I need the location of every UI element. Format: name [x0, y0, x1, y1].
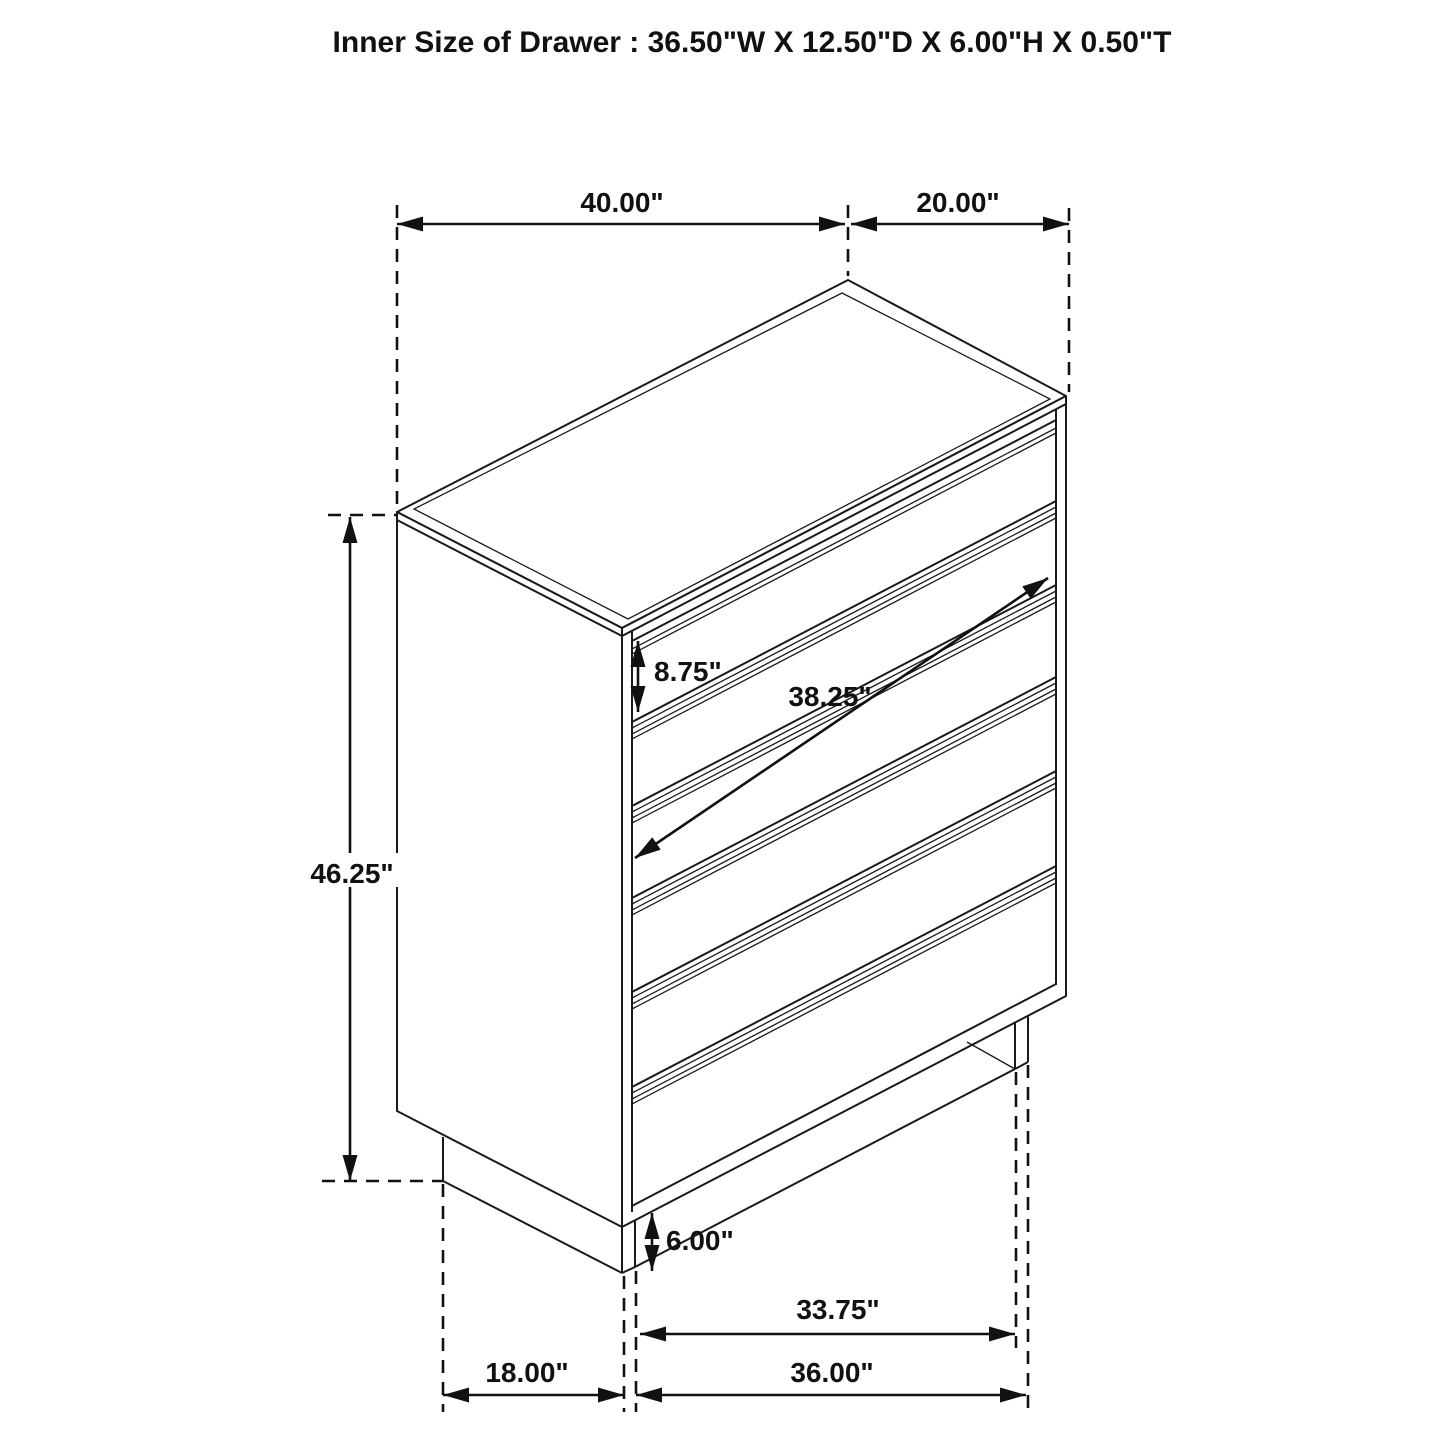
- dim-label-base-height: 6.00": [666, 1225, 734, 1256]
- dim-label-top-width: 40.00": [580, 187, 664, 218]
- dim-label-base-width: 36.00": [790, 1357, 874, 1388]
- dim-label-drawer-width: 38.25": [788, 681, 872, 712]
- dim-label-overall-height: 46.25": [310, 858, 394, 889]
- dim-label-drawer-height: 8.75": [654, 656, 722, 687]
- diagram-title: Inner Size of Drawer : 36.50"W X 12.50"D X 6.00"H X 0.50"T: [332, 26, 1172, 59]
- cabinet-drawing: [397, 280, 1066, 1273]
- dim-label-top-depth: 20.00": [916, 187, 1000, 218]
- dim-label-base-inner-width: 33.75": [796, 1294, 880, 1325]
- dim-label-side-depth: 18.00": [485, 1357, 569, 1388]
